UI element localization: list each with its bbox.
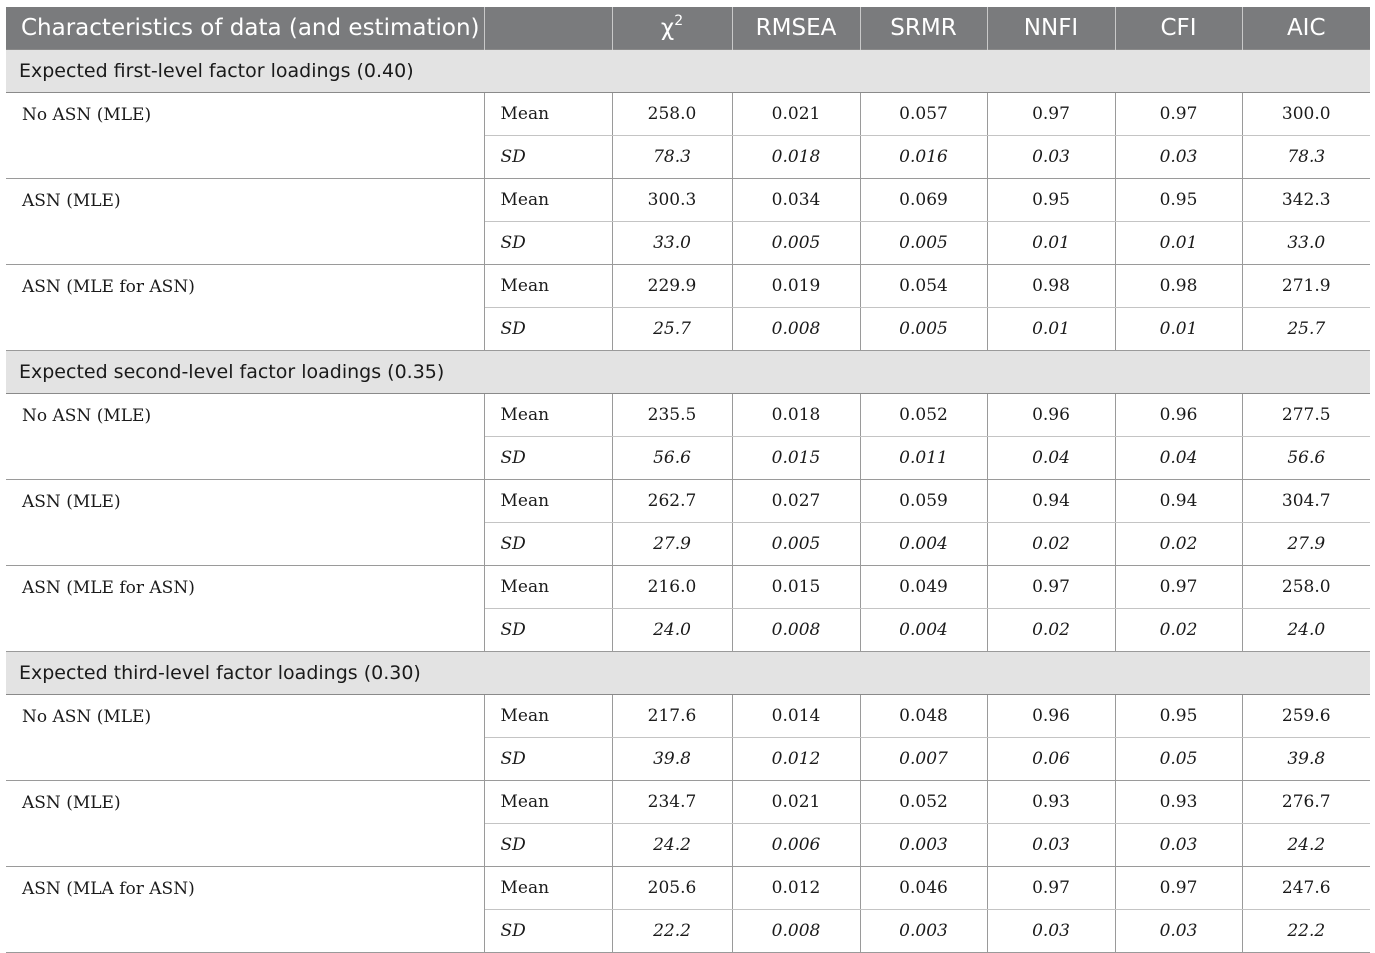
value-aic: 304.7 — [1242, 480, 1370, 523]
section-row — [6, 351, 1370, 394]
value-nnfi: 0.01 — [987, 308, 1115, 351]
stat-label-sd: SD — [484, 136, 612, 179]
condition-label: No ASN (MLE) — [6, 695, 484, 781]
value-chi2: 262.7 — [612, 480, 732, 523]
header-cfi: CFI — [1115, 7, 1242, 50]
condition-label: No ASN (MLE) — [6, 93, 484, 179]
table-row-mean — [6, 867, 1370, 910]
value-cfi: 0.03 — [1115, 824, 1242, 867]
value-cfi: 0.95 — [1115, 179, 1242, 222]
value-cfi: 0.96 — [1115, 394, 1242, 437]
value-srmr: 0.004 — [860, 523, 987, 566]
value-chi2: 258.0 — [612, 93, 732, 136]
value-rmsea: 0.008 — [732, 910, 860, 953]
value-rmsea: 0.019 — [732, 265, 860, 308]
value-aic: 300.0 — [1242, 93, 1370, 136]
value-cfi: 0.95 — [1115, 695, 1242, 738]
value-srmr: 0.049 — [860, 566, 987, 609]
table-row-mean — [6, 695, 1370, 738]
value-cfi: 0.97 — [1115, 867, 1242, 910]
table-row-mean — [6, 480, 1370, 523]
header-rmsea: RMSEA — [732, 7, 860, 50]
value-chi2: 216.0 — [612, 566, 732, 609]
value-aic: 258.0 — [1242, 566, 1370, 609]
stat-label-mean: Mean — [484, 566, 612, 609]
value-chi2: 235.5 — [612, 394, 732, 437]
value-cfi: 0.04 — [1115, 437, 1242, 480]
header-chi-square — [612, 7, 732, 50]
value-cfi: 0.05 — [1115, 738, 1242, 781]
stat-label-sd: SD — [484, 910, 612, 953]
value-cfi: 0.94 — [1115, 480, 1242, 523]
value-rmsea: 0.008 — [732, 609, 860, 652]
stat-label-sd: SD — [484, 609, 612, 652]
section-title: Expected third-level factor loadings (0.30) — [6, 652, 1370, 695]
value-nnfi: 0.97 — [987, 867, 1115, 910]
value-aic: 25.7 — [1242, 308, 1370, 351]
value-nnfi: 0.04 — [987, 437, 1115, 480]
value-aic: 39.8 — [1242, 738, 1370, 781]
value-aic: 78.3 — [1242, 136, 1370, 179]
condition-label: ASN (MLE) — [6, 781, 484, 867]
value-nnfi: 0.02 — [987, 523, 1115, 566]
value-srmr: 0.054 — [860, 265, 987, 308]
value-srmr: 0.004 — [860, 609, 987, 652]
stat-label-sd: SD — [484, 738, 612, 781]
value-srmr: 0.007 — [860, 738, 987, 781]
value-aic: 33.0 — [1242, 222, 1370, 265]
value-chi2: 27.9 — [612, 523, 732, 566]
section-row — [6, 50, 1370, 93]
value-cfi: 0.01 — [1115, 222, 1242, 265]
value-aic: 24.2 — [1242, 824, 1370, 867]
value-nnfi: 0.97 — [987, 93, 1115, 136]
value-chi2: 22.2 — [612, 910, 732, 953]
value-srmr: 0.052 — [860, 781, 987, 824]
table-row-mean — [6, 265, 1370, 308]
value-cfi: 0.98 — [1115, 265, 1242, 308]
value-srmr: 0.069 — [860, 179, 987, 222]
stat-label-sd: SD — [484, 523, 612, 566]
value-rmsea: 0.012 — [732, 867, 860, 910]
value-rmsea: 0.018 — [732, 136, 860, 179]
value-srmr: 0.052 — [860, 394, 987, 437]
value-nnfi: 0.02 — [987, 609, 1115, 652]
value-nnfi: 0.03 — [987, 910, 1115, 953]
stat-label-sd: SD — [484, 824, 612, 867]
value-cfi: 0.93 — [1115, 781, 1242, 824]
value-srmr: 0.003 — [860, 910, 987, 953]
value-chi2: 205.6 — [612, 867, 732, 910]
stat-label-mean: Mean — [484, 265, 612, 308]
value-aic: 27.9 — [1242, 523, 1370, 566]
table-row-mean — [6, 93, 1370, 136]
value-aic: 276.7 — [1242, 781, 1370, 824]
header-row — [6, 7, 1370, 50]
chi-symbol: χ — [660, 15, 675, 41]
condition-label: ASN (MLE for ASN) — [6, 566, 484, 652]
chi-superscript: 2 — [674, 13, 684, 29]
value-cfi: 0.02 — [1115, 523, 1242, 566]
value-srmr: 0.046 — [860, 867, 987, 910]
value-aic: 247.6 — [1242, 867, 1370, 910]
value-cfi: 0.03 — [1115, 910, 1242, 953]
value-srmr: 0.016 — [860, 136, 987, 179]
value-rmsea: 0.014 — [732, 695, 860, 738]
section-title: Expected second-level factor loadings (0.35) — [6, 351, 1370, 394]
header-blank — [484, 7, 612, 50]
value-rmsea: 0.008 — [732, 308, 860, 351]
stat-label-mean: Mean — [484, 93, 612, 136]
value-chi2: 56.6 — [612, 437, 732, 480]
value-aic: 24.0 — [1242, 609, 1370, 652]
stat-label-mean: Mean — [484, 480, 612, 523]
value-nnfi: 0.03 — [987, 824, 1115, 867]
value-srmr: 0.011 — [860, 437, 987, 480]
value-nnfi: 0.06 — [987, 738, 1115, 781]
value-rmsea: 0.027 — [732, 480, 860, 523]
fit-statistics-table — [6, 7, 1370, 953]
stat-label-mean: Mean — [484, 179, 612, 222]
stat-label-mean: Mean — [484, 394, 612, 437]
stat-label-mean: Mean — [484, 695, 612, 738]
value-nnfi: 0.96 — [987, 394, 1115, 437]
value-rmsea: 0.034 — [732, 179, 860, 222]
header-nnfi: NNFI — [987, 7, 1115, 50]
table-row-mean — [6, 781, 1370, 824]
stat-label-sd: SD — [484, 222, 612, 265]
value-chi2: 217.6 — [612, 695, 732, 738]
value-aic: 277.5 — [1242, 394, 1370, 437]
value-chi2: 33.0 — [612, 222, 732, 265]
value-rmsea: 0.021 — [732, 93, 860, 136]
table-row-mean — [6, 179, 1370, 222]
value-chi2: 24.2 — [612, 824, 732, 867]
value-rmsea: 0.015 — [732, 437, 860, 480]
value-srmr: 0.057 — [860, 93, 987, 136]
value-srmr: 0.048 — [860, 695, 987, 738]
condition-label: ASN (MLE) — [6, 480, 484, 566]
value-nnfi: 0.03 — [987, 136, 1115, 179]
value-rmsea: 0.005 — [732, 523, 860, 566]
value-nnfi: 0.96 — [987, 695, 1115, 738]
value-cfi: 0.97 — [1115, 566, 1242, 609]
section-row — [6, 652, 1370, 695]
section-title: Expected first-level factor loadings (0.40) — [6, 50, 1370, 93]
value-srmr: 0.059 — [860, 480, 987, 523]
stat-label-mean: Mean — [484, 867, 612, 910]
value-cfi: 0.03 — [1115, 136, 1242, 179]
value-rmsea: 0.018 — [732, 394, 860, 437]
value-rmsea: 0.006 — [732, 824, 860, 867]
value-aic: 56.6 — [1242, 437, 1370, 480]
table-row-mean — [6, 394, 1370, 437]
value-srmr: 0.005 — [860, 222, 987, 265]
value-cfi: 0.01 — [1115, 308, 1242, 351]
value-nnfi: 0.97 — [987, 566, 1115, 609]
value-nnfi: 0.01 — [987, 222, 1115, 265]
stat-label-sd: SD — [484, 437, 612, 480]
value-chi2: 78.3 — [612, 136, 732, 179]
value-nnfi: 0.93 — [987, 781, 1115, 824]
value-rmsea: 0.015 — [732, 566, 860, 609]
value-aic: 22.2 — [1242, 910, 1370, 953]
condition-label: ASN (MLA for ASN) — [6, 867, 484, 953]
value-nnfi: 0.98 — [987, 265, 1115, 308]
value-srmr: 0.005 — [860, 308, 987, 351]
table-body — [6, 50, 1370, 953]
value-cfi: 0.02 — [1115, 609, 1242, 652]
table-row-mean — [6, 566, 1370, 609]
condition-label: No ASN (MLE) — [6, 394, 484, 480]
value-rmsea: 0.021 — [732, 781, 860, 824]
condition-label: ASN (MLE for ASN) — [6, 265, 484, 351]
condition-label: ASN (MLE) — [6, 179, 484, 265]
value-aic: 271.9 — [1242, 265, 1370, 308]
value-aic: 342.3 — [1242, 179, 1370, 222]
value-chi2: 39.8 — [612, 738, 732, 781]
header-srmr: SRMR — [860, 7, 987, 50]
value-nnfi: 0.94 — [987, 480, 1115, 523]
value-rmsea: 0.005 — [732, 222, 860, 265]
stat-label-sd: SD — [484, 308, 612, 351]
stat-label-mean: Mean — [484, 781, 612, 824]
value-srmr: 0.003 — [860, 824, 987, 867]
value-chi2: 234.7 — [612, 781, 732, 824]
value-rmsea: 0.012 — [732, 738, 860, 781]
value-nnfi: 0.95 — [987, 179, 1115, 222]
value-chi2: 24.0 — [612, 609, 732, 652]
value-aic: 259.6 — [1242, 695, 1370, 738]
header-aic: AIC — [1242, 7, 1370, 50]
header-characteristics: Characteristics of data (and estimation) — [6, 7, 484, 50]
value-chi2: 229.9 — [612, 265, 732, 308]
value-cfi: 0.97 — [1115, 93, 1242, 136]
value-chi2: 300.3 — [612, 179, 732, 222]
value-chi2: 25.7 — [612, 308, 732, 351]
